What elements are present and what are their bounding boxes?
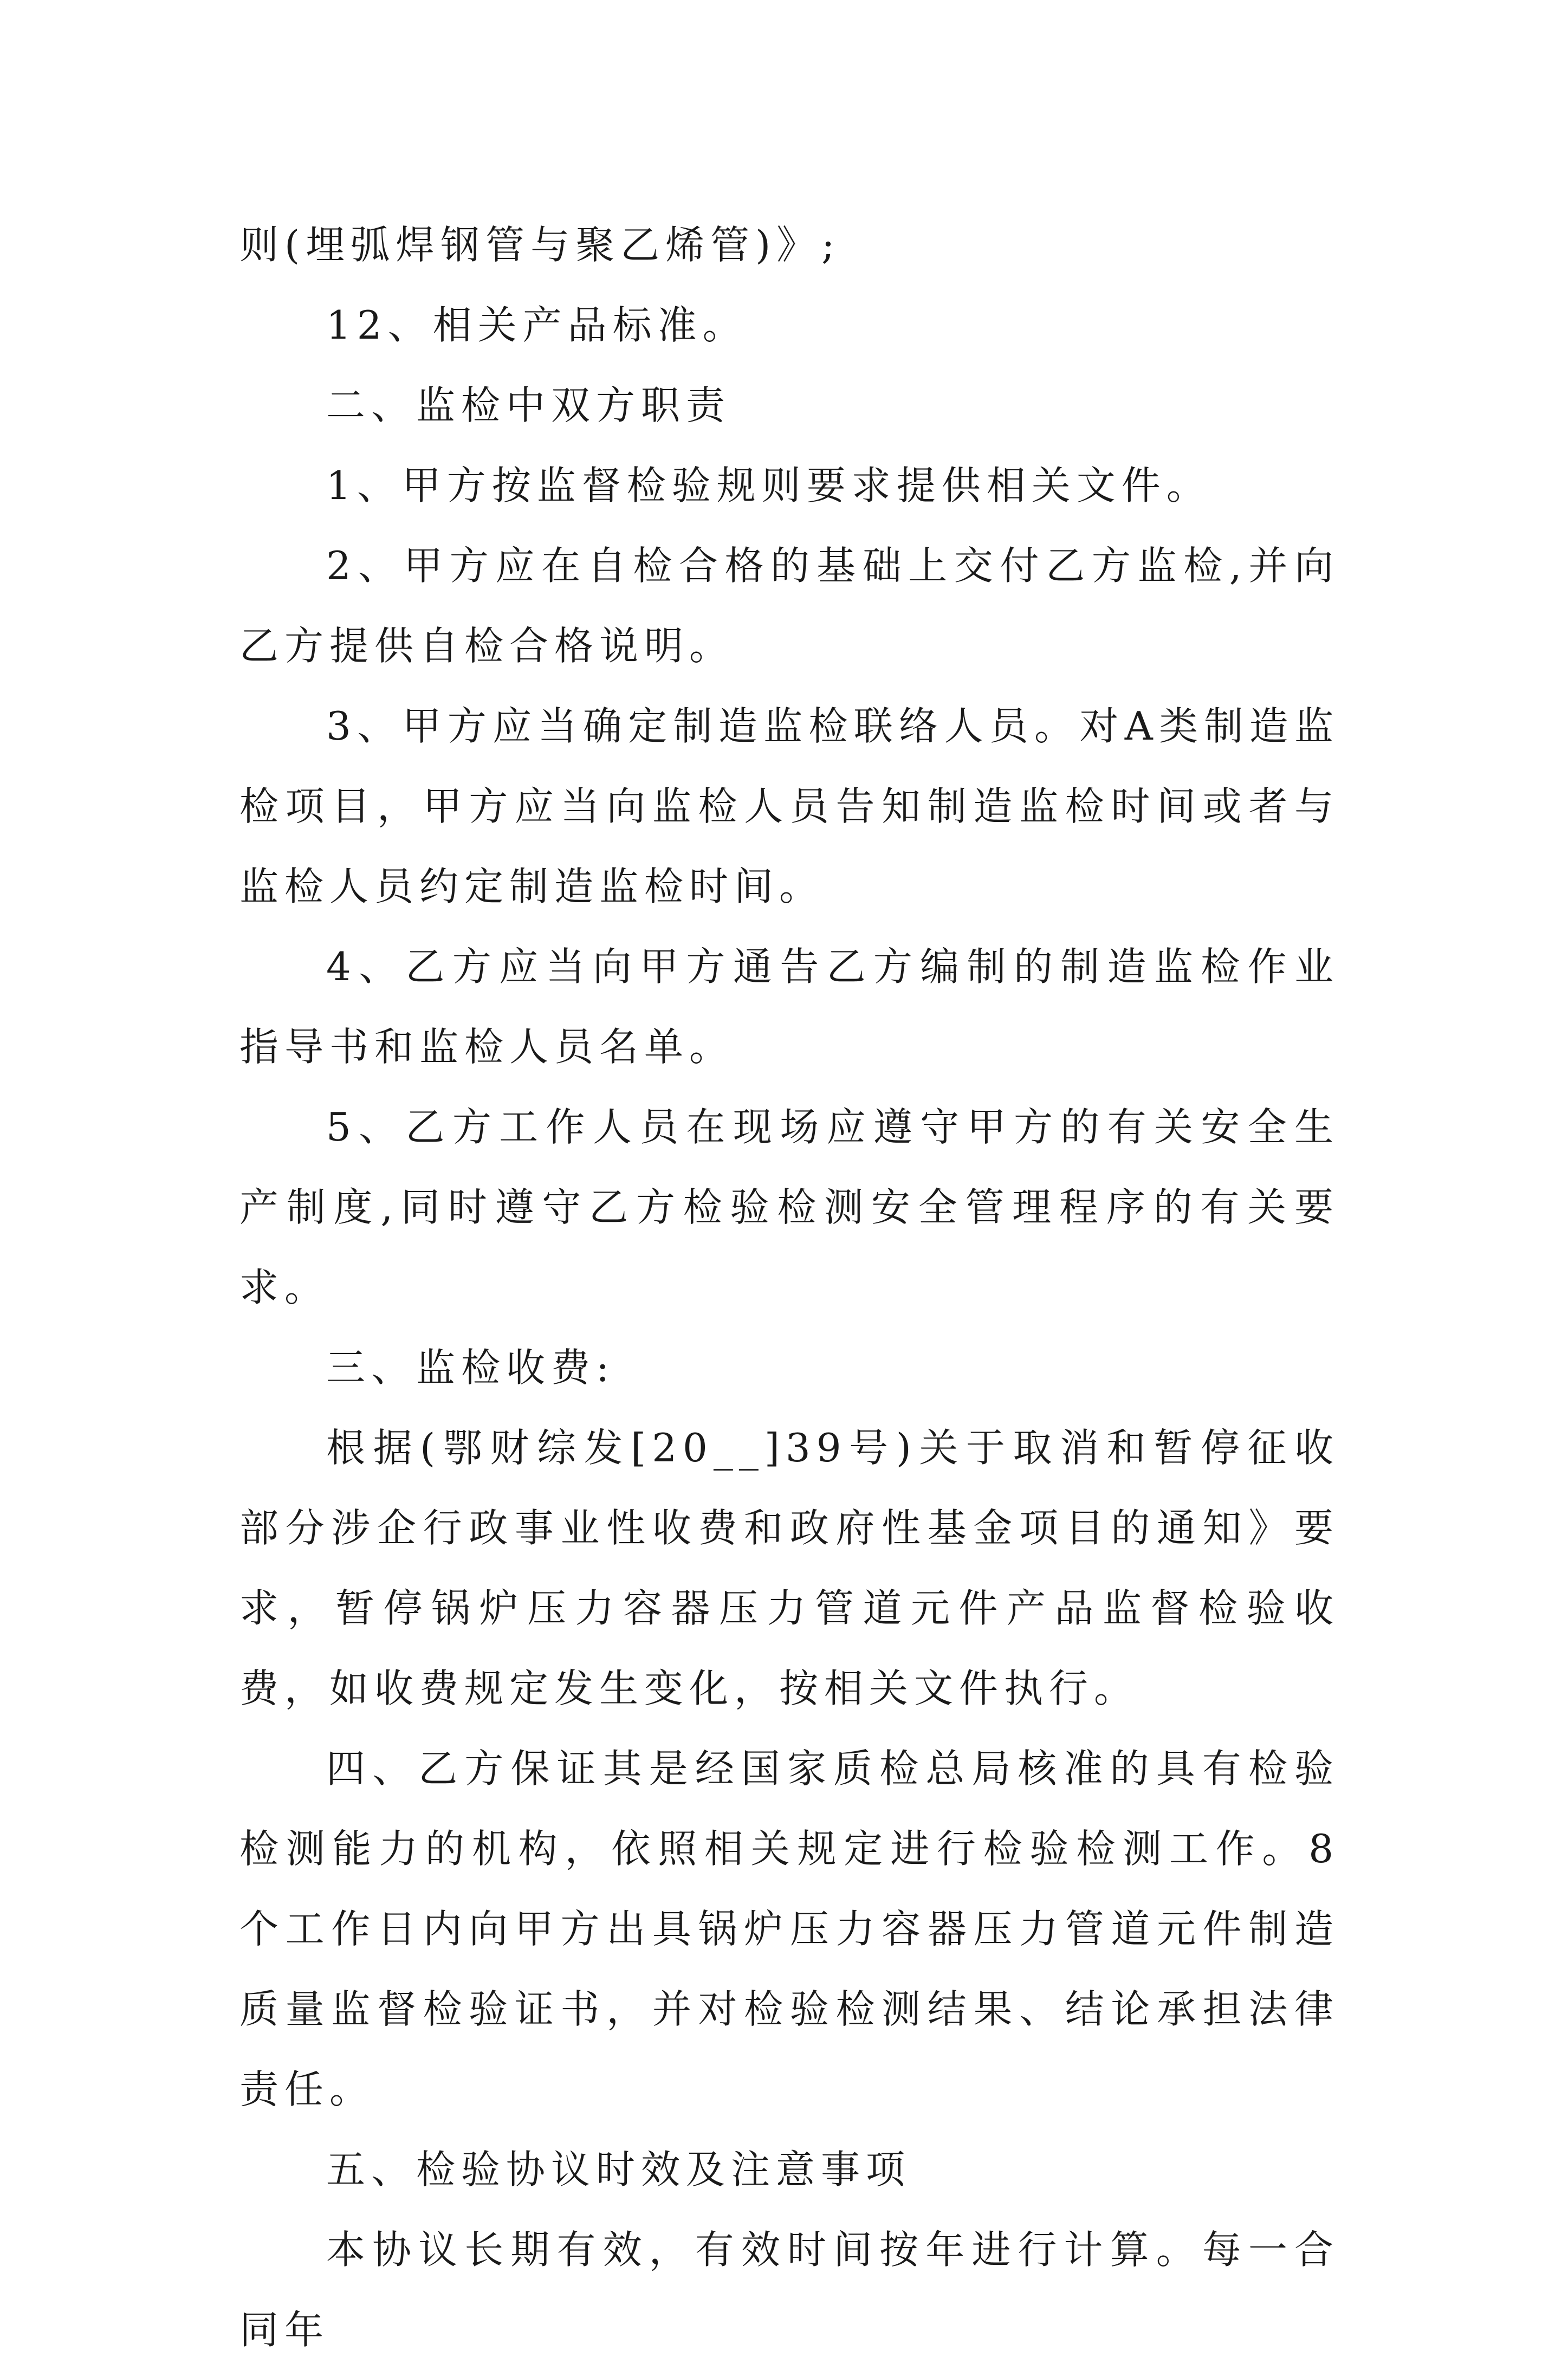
paragraph-item-3: 3、甲方应当确定制造监检联络人员。对A类制造监检项目，甲方应当向监检人员告知制造监检时间或者与监检人员约定制造监检时间。: [239, 703, 1339, 909]
paragraph-item-4: 4、乙方应当向甲方通告乙方编制的制造监检作业指导书和监检人员名单。: [239, 944, 1339, 1070]
section-4-paragraph: 四、乙方保证其是经国家质检总局核准的具有检验检测能力的机构，依照相关规定进行检验检测工作。8个工作日内向甲方出具锅炉压力容器压力管道元件制造质量监督检验证书，并对检验检测结果、结论承担法律责任。: [239, 1746, 1339, 2112]
section-heading-3: 三、监检收费:: [326, 1345, 615, 1390]
section-heading-2: 二、监检中双方职责: [326, 383, 731, 428]
paragraph-item-12: 12、相关产品标准。: [326, 302, 748, 348]
paragraph-continuation: 则(埋弧焊钢管与聚乙烯管)》;: [239, 222, 841, 268]
paragraph-validity: 本协议长期有效，有效时间按年进行计算。每一合同年: [239, 2227, 1339, 2353]
paragraph-fee-basis: 根据(鄂财综发[20__]39号)关于取消和暂停征收部分涉企行政事业性收费和政府性基金项目的通知》要求，暂停锅炉压力容器压力管道元件产品监督检验收费，如收费规定发生变化，按相关文件执行。: [239, 1425, 1339, 1711]
document-body: [239, 205, 1339, 2370]
section-heading-5: 五、检验协议时效及注意事项: [326, 2147, 911, 2192]
paragraph-item-1: 1、甲方按监督检验规则要求提供相关文件。: [326, 463, 1211, 508]
paragraph-item-5: 5、乙方工作人员在现场应遵守甲方的有关安全生产制度,同时遵守乙方检验检测安全管理程序的有关要求。: [239, 1104, 1339, 1310]
paragraph-item-2: 2、甲方应在自检合格的基础上交付乙方监检,并向乙方提供自检合格说明。: [239, 543, 1339, 669]
